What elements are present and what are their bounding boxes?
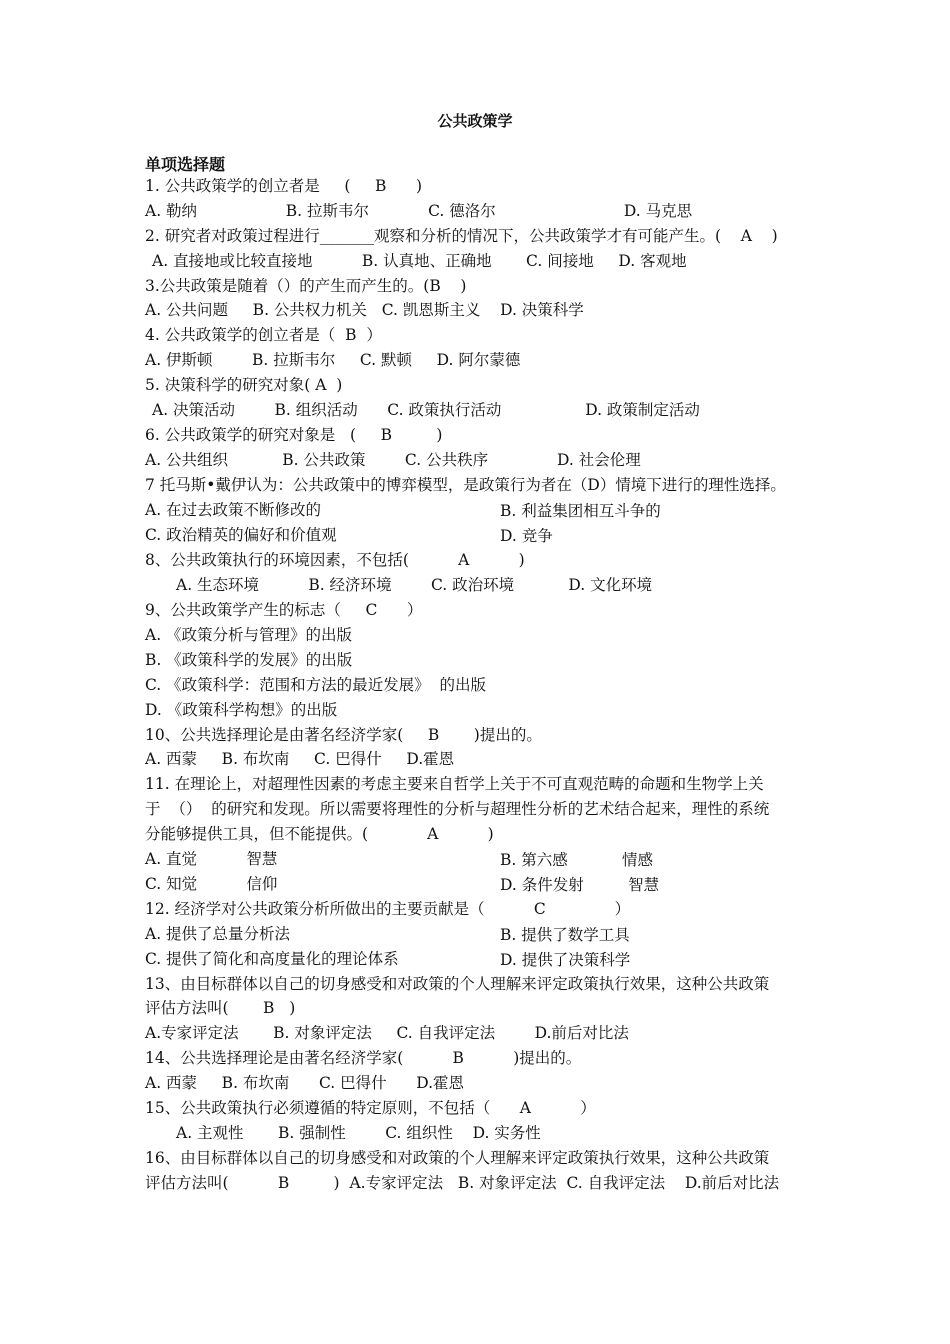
option-line: A.专家评定法 B. 对象评定法 C. 自我评定法 D.前后对比法: [145, 1024, 629, 1042]
option-line: C. 提供了简化和高度量化的理论体系: [145, 950, 399, 968]
question-line: 评估方法叫( B ) A.专家评定法 B. 对象评定法 C. 自我评定法 D.前后对比法: [145, 1174, 780, 1192]
option-line: A. 直接地或比较直接地 B. 认真地、正确地 C. 间接地 D. 客观地: [152, 252, 687, 270]
question-line: 8、公共政策执行的环境因素，不包括( A ): [145, 551, 525, 569]
option-line: A. 《政策分析与管理》的出版: [145, 626, 353, 644]
option-line: A. 直觉 智慧: [145, 850, 278, 868]
option-line: A. 伊斯顿 B. 拉斯韦尔 C. 默顿 D. 阿尔蒙德: [145, 351, 521, 369]
section-heading: 单项选择题: [145, 155, 226, 174]
question-line: 6. 公共政策学的研究对象是 ( B ): [145, 426, 443, 444]
option-line: A. 提供了总量分析法: [145, 925, 291, 943]
option-line: D. 竞争: [500, 527, 553, 545]
option-line: B. 《政策科学的发展》的出版: [145, 651, 353, 669]
question-line: 3.公共政策是随着（）的产生而产生的。(B ): [145, 277, 467, 295]
option-line: D. 《政策科学构想》的出版: [145, 701, 338, 719]
question-line: 7 托马斯•戴伊认为：公共政策中的博弈模型，是政策行为者在（D）情境下进行的理性选择。: [145, 476, 786, 494]
question-line: 10、公共选择理论是由著名经济学家( B )提出的。: [145, 726, 542, 744]
option-line: A. 决策活动 B. 组织活动 C. 政策执行活动 D. 政策制定活动: [152, 401, 700, 419]
option-line: A. 西蒙 B. 布坎南 C. 巴得什 D.霍恩: [145, 1074, 465, 1092]
option-line: D. 提供了决策科学: [500, 951, 631, 969]
question-line: 14、公共选择理论是由著名经济学家( B )提出的。: [145, 1049, 582, 1067]
option-line: B. 第六感 情感: [500, 851, 653, 869]
question-line: 12. 经济学对公共政策分析所做出的主要贡献是（ C ）: [145, 900, 631, 918]
option-line: B. 提供了数学工具: [500, 926, 630, 944]
question-line: 评估方法叫( B ): [145, 999, 296, 1017]
option-line: C. 《政策科学：范围和方法的最近发展》 的出版: [145, 676, 487, 694]
question-line: 16、由目标群体以自己的切身感受和对政策的个人理解来评定政策执行效果，这种公共政策: [145, 1149, 770, 1167]
question-line: 2. 研究者对政策过程进行_______观察和分析的情况下，公共政策学才有可能产生。( A ): [145, 227, 778, 245]
question-line: 5. 决策科学的研究对象( A ): [145, 376, 343, 394]
option-line: A. 公共组织 B. 公共政策 C. 公共秩序 D. 社会伦理: [145, 451, 641, 469]
question-line: 4. 公共政策学的创立者是（ B ）: [145, 326, 382, 344]
question-line: 于 （） 的研究和发现。所以需要将理性的分析与超理性分析的艺术结合起来，理性的系统: [145, 800, 770, 818]
option-line: A. 西蒙 B. 布坎南 C. 巴得什 D.霍恩: [145, 750, 455, 768]
question-line: 13、由目标群体以自己的切身感受和对政策的个人理解来评定政策执行效果，这种公共政策: [145, 975, 770, 993]
option-line: C. 政治精英的偏好和价值观: [145, 526, 337, 544]
option-line: C. 知觉 信仰: [145, 875, 278, 893]
option-line: A. 公共问题 B. 公共权力机关 C. 凯恩斯主义 D. 决策科学: [145, 301, 584, 319]
option-line: A. 生态环境 B. 经济环境 C. 政治环境 D. 文化环境: [176, 576, 653, 594]
question-line: 15、公共政策执行必须遵循的特定原则，不包括（ A ）: [145, 1099, 596, 1117]
option-line: A. 主观性 B. 强制性 C. 组织性 D. 实务性: [176, 1124, 541, 1142]
option-line: A. 在过去政策不断修改的: [145, 501, 322, 519]
option-line: B. 利益集团相互斗争的: [500, 502, 661, 520]
question-line: 9、公共政策学产生的标志（ C ）: [145, 601, 423, 619]
question-line: 分能够提供工具，但不能提供。( A ): [145, 825, 494, 843]
question-line: 1. 公共政策学的创立者是 ( B ): [145, 177, 423, 195]
option-line: D. 条件发射 智慧: [500, 876, 660, 894]
question-line: 11. 在理论上，对超理性因素的考虑主要来自哲学上关于不可直观范畴的命题和生物学上关: [145, 775, 764, 793]
option-line: A. 勒纳 B. 拉斯韦尔 C. 德洛尔 D. 马克思: [145, 202, 693, 220]
page-title: 公共政策学: [437, 112, 513, 130]
